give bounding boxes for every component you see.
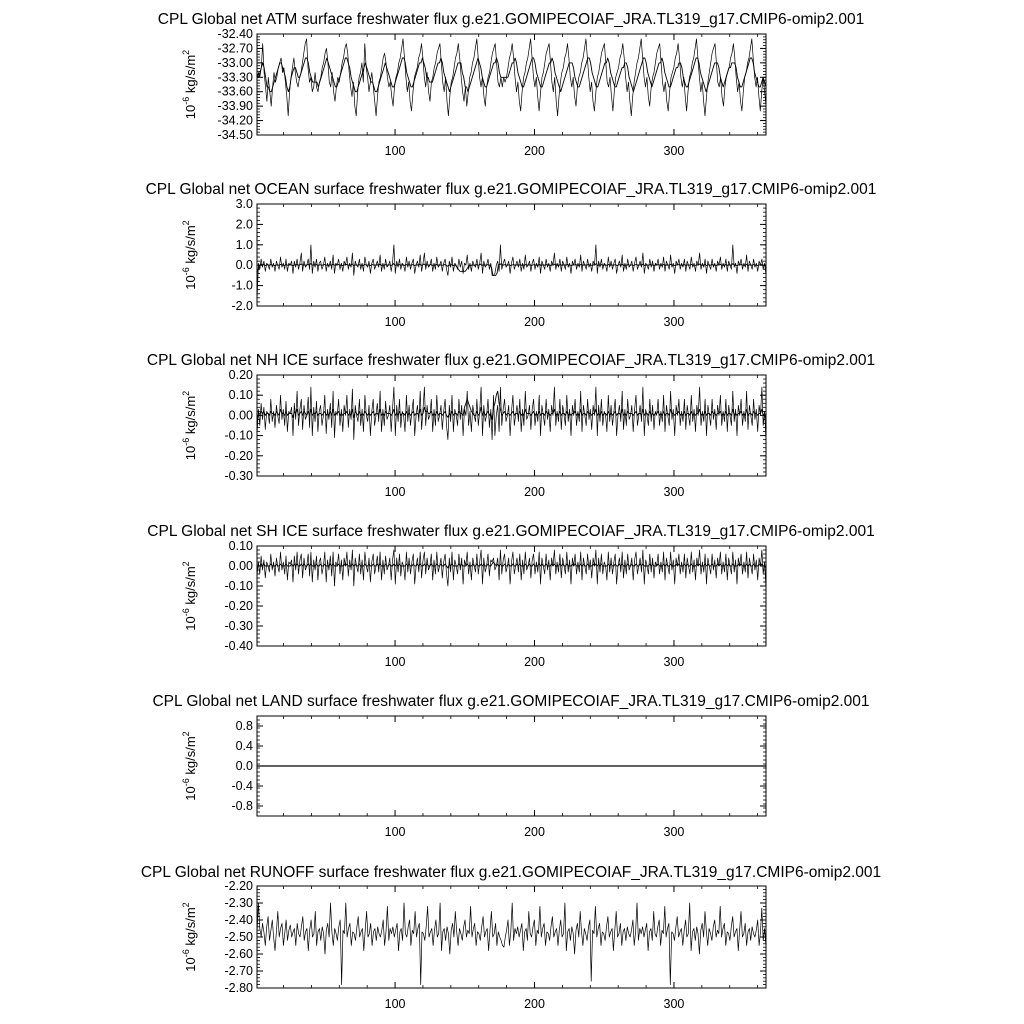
y-tick-label: 0.0	[235, 759, 253, 773]
y-tick-label: -1.0	[231, 278, 253, 293]
x-tick-label: 200	[524, 997, 545, 1011]
x-tick-label: 200	[524, 315, 545, 329]
y-tick-label: -32.70	[217, 41, 253, 56]
y-axis-label: $10^{-6}$ $kg/s/m^2$	[181, 561, 198, 631]
y-axis-label: $10^{-6}$ $kg/s/m^2$	[181, 902, 198, 972]
y-tick-label: -0.30	[224, 619, 253, 633]
x-tick-label: 100	[384, 825, 406, 839]
y-tick-label: -2.70	[224, 964, 253, 978]
chart-title: CPL Global net OCEAN surface freshwater flux g.e21.GOMIPECOIAF_JRA.TL319_g17.CMIP6-omip2.001	[145, 181, 877, 198]
y-tick-label: -2.60	[224, 947, 253, 961]
y-tick-label: -0.20	[224, 448, 253, 463]
y-tick-label: -0.30	[224, 469, 253, 483]
x-tick-label: 300	[663, 315, 685, 329]
x-tick-label: 200	[524, 485, 545, 499]
x-tick-label: 200	[524, 825, 545, 839]
chart-panel-3	[147, 352, 875, 499]
y-tick-label: 0.10	[228, 388, 253, 403]
y-tick-label: -0.20	[224, 599, 253, 613]
y-tick-label: 0.8	[235, 719, 253, 733]
y-axis-label: $10^{-6}$ $kg/s/m^2$	[181, 731, 198, 801]
y-tick-label: 0.4	[235, 739, 253, 753]
y-tick-label: 0.00	[228, 559, 253, 573]
y-tick-label: 2.0	[235, 217, 253, 232]
x-tick-label: 100	[384, 485, 406, 499]
x-tick-label: 200	[524, 144, 545, 158]
y-tick-label: 1.0	[235, 237, 253, 252]
y-tick-label: -0.10	[224, 428, 253, 443]
chart-title: CPL Global net NH ICE surface freshwater flux g.e21.GOMIPECOIAF_JRA.TL319_g17.CMIP6-omip2.001	[146, 352, 876, 369]
y-axis-label: $10^{-6}$ $kg/s/m^2$	[181, 390, 198, 461]
series-line-daily	[257, 39, 766, 116]
y-tick-label: 0.0	[235, 258, 253, 273]
x-tick-label: 300	[663, 144, 685, 158]
y-tick-label: -33.00	[217, 55, 253, 70]
y-tick-label: 0.20	[228, 368, 253, 382]
y-tick-label: -33.90	[217, 99, 253, 114]
y-tick-label: -33.60	[217, 84, 253, 99]
x-tick-label: 100	[384, 315, 406, 329]
x-tick-label: 200	[524, 655, 545, 669]
y-tick-label: -0.40	[224, 639, 253, 653]
series-line-daily	[257, 903, 766, 985]
x-tick-label: 300	[663, 485, 685, 499]
chart-panel-1	[158, 11, 864, 158]
y-tick-label: 3.0	[235, 197, 253, 211]
y-tick-label: -2.30	[224, 896, 253, 910]
y-tick-label: -0.10	[224, 579, 253, 593]
chart-panel-6	[141, 864, 881, 1011]
y-tick-label: -2.0	[231, 299, 253, 313]
y-tick-label: -33.30	[217, 70, 253, 85]
y-tick-label: -2.80	[224, 981, 253, 995]
x-tick-label: 300	[663, 997, 685, 1011]
chart-title: CPL Global net RUNOFF surface freshwater flux g.e21.GOMIPECOIAF_JRA.TL319_g17.CMIP6-omip2.001	[140, 864, 882, 881]
plot-frame	[257, 886, 766, 988]
y-axis-label: $10^{-6}$ $kg/s/m^2$	[181, 49, 198, 120]
chart-panel-4	[147, 523, 874, 669]
y-tick-label: -32.40	[217, 27, 253, 41]
y-tick-label: -34.20	[217, 113, 253, 128]
x-tick-label: 100	[384, 997, 406, 1011]
series-line-daily	[257, 245, 766, 302]
chart-panel-2	[146, 181, 877, 329]
chart-title: CPL Global net ATM surface freshwater flux g.e21.GOMIPECOIAF_JRA.TL319_g17.CMIP6-omip2.001	[157, 11, 865, 28]
series-line-daily	[257, 550, 766, 590]
y-tick-label: -0.8	[231, 799, 253, 813]
y-tick-label: -2.20	[224, 879, 253, 893]
x-tick-label: 100	[384, 144, 406, 158]
chart-title: CPL Global net LAND surface freshwater flux g.e21.GOMIPECOIAF_JRA.TL319_g17.CMIP6-omip2.001	[152, 693, 870, 710]
y-tick-label: -2.40	[224, 913, 253, 927]
y-tick-label: -0.4	[231, 779, 253, 793]
chart-title: CPL Global net SH ICE surface freshwater flux g.e21.GOMIPECOIAF_JRA.TL319_g17.CMIP6-omip2.001	[147, 523, 875, 540]
chart-panel-5	[152, 693, 869, 839]
x-tick-label: 100	[384, 655, 406, 669]
y-tick-label: 0.00	[228, 408, 253, 423]
x-tick-label: 300	[663, 655, 685, 669]
y-tick-label: -2.50	[224, 930, 253, 944]
x-tick-label: 300	[663, 825, 685, 839]
y-tick-label: 0.10	[228, 539, 253, 553]
y-axis-label: $10^{-6}$ $kg/s/m^2$	[181, 220, 198, 290]
y-tick-label: -34.50	[217, 128, 253, 142]
